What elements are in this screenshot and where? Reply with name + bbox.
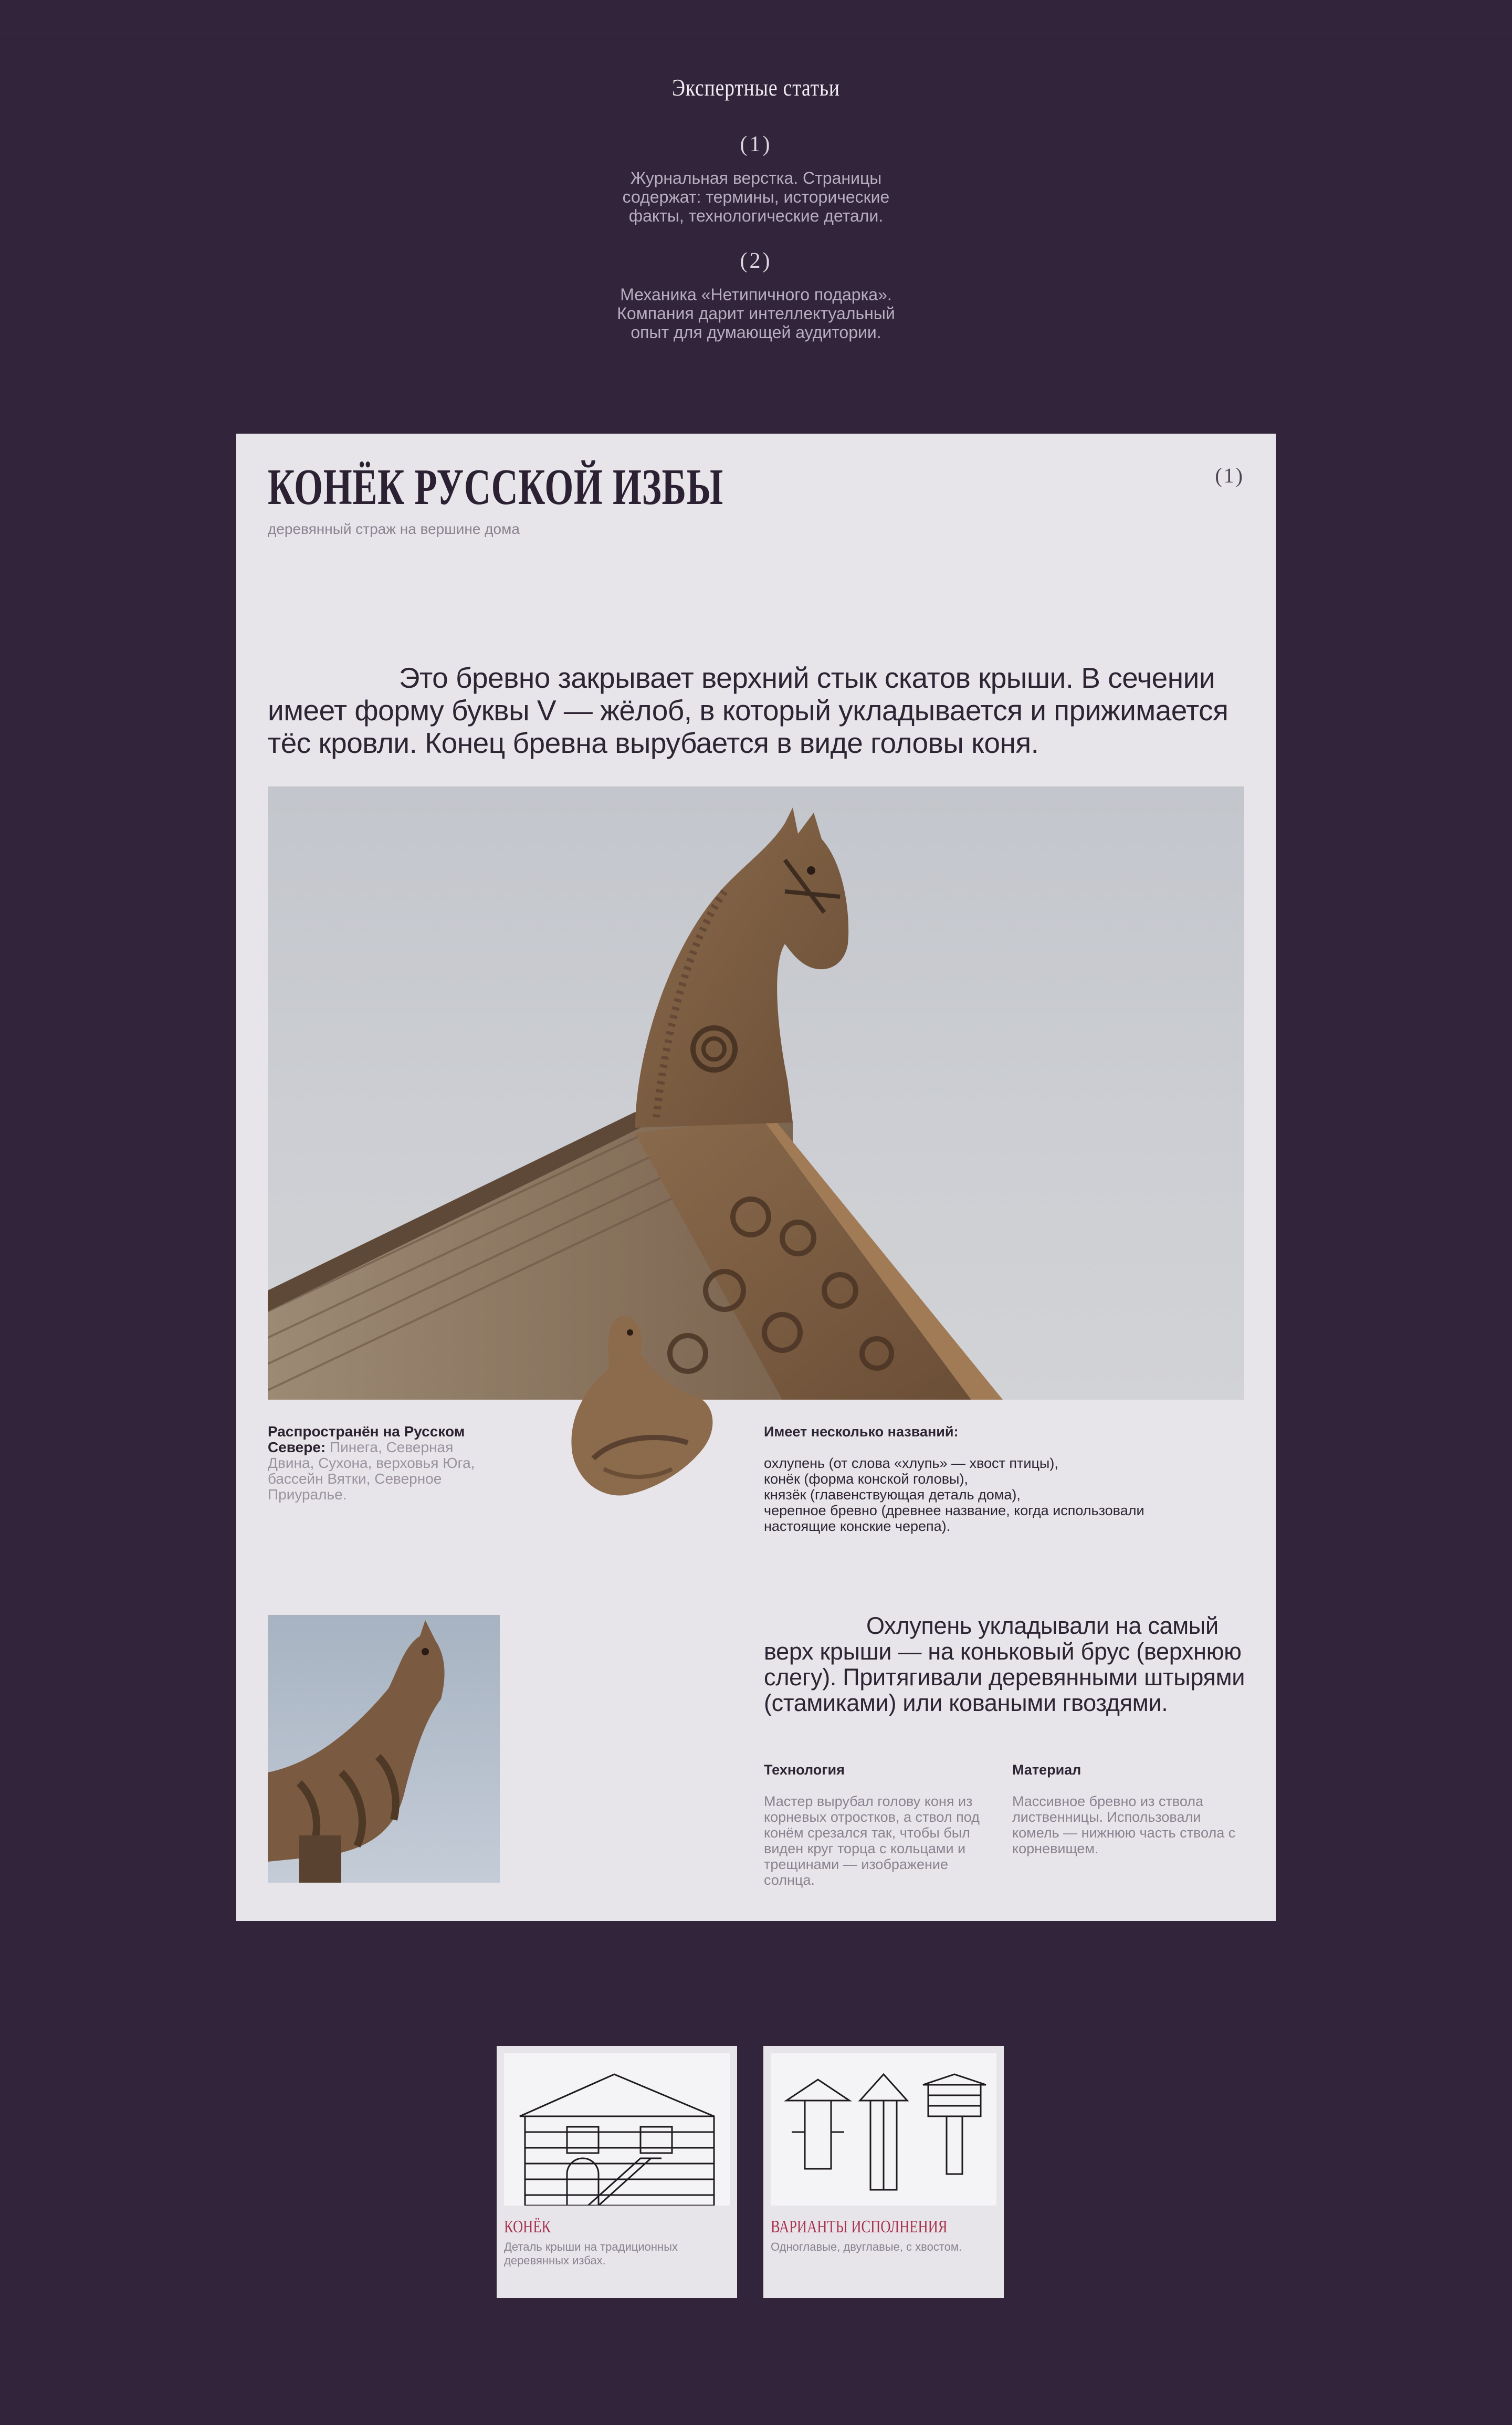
material-heading: Материал: [1012, 1762, 1082, 1778]
card-image-house-sketch: [504, 2053, 730, 2206]
horse-ridge-illustration: [268, 786, 1244, 1400]
lead-paragraph: Это бревно закрывает верхний стык скатов крыши. В сечении имеет форму буквы V — жёлоб, в который укладывается и прижимается тёс кровли. Конец бревна вырубается в виде головы коня.: [268, 662, 1228, 759]
technology-text: Мастер вырубал голову коня из корневых отростков, а ствол под конём срезался так, чтобы был виден круг торца с кольцами и трещинами — изображение солнца.: [764, 1793, 980, 1888]
card-image-ridge-variants: [771, 2053, 996, 2206]
okhlupen-paragraph: Охлупень укладывали на самый верх крыши — на коньковый брус (верхнюю слегу). Притягивали деревянными штырями (стамиками) или коваными гвоздями.: [764, 1612, 1245, 1716]
technology-column: [764, 1762, 995, 1888]
intro-section: [0, 74, 1512, 342]
distribution-label: Распространён на Русском Севере:: [268, 1423, 465, 1455]
intro-item-number: (1): [740, 132, 772, 156]
card-description: Одноглавые, двуглавые, с хвостом.: [771, 2240, 962, 2253]
material-text: Массивное бревно из ствола лиственницы. Использовали комель — нижнюю часть ствола с корневищем.: [1012, 1793, 1236, 1856]
card-variants[interactable]: [763, 2046, 1004, 2298]
distribution-note: [268, 1424, 499, 1503]
name-item: конёк (форма конской головы),: [764, 1471, 968, 1487]
hero-photo-horse-ridge: [268, 786, 1244, 1400]
article-title: КОНЁК РУССКОЙ ИЗБЫ: [268, 459, 723, 516]
distribution-places: Пинега, Северная Двина, Сухона, верховья Юга, бассейн Вятки, Северное Приуралье.: [268, 1439, 475, 1503]
okhlupen-photo: [268, 1615, 500, 1883]
technology-heading: Технология: [764, 1762, 845, 1778]
intro-item-text: Механика «Нетипичного подарка». Компания дарит интеллектуальный опыт для думающей аудитории.: [617, 285, 895, 342]
intro-item-number: (2): [740, 249, 772, 273]
card-description: Деталь крыши на традиционных деревянных избах.: [504, 2240, 678, 2267]
material-column: [1012, 1762, 1243, 1856]
card-konek[interactable]: [497, 2046, 737, 2298]
name-item: охлупень (от слова «хлупь» — хвост птицы),: [764, 1455, 1058, 1471]
page-number: (1): [1215, 464, 1244, 487]
intro-heading: Экспертные статьи: [672, 74, 840, 101]
names-block: [764, 1424, 1215, 1534]
article-subtitle: деревянный страж на вершине дома: [268, 521, 520, 537]
card-title: ВАРИАНТЫ ИСПОЛНЕНИЯ: [771, 2217, 948, 2237]
card-title: КОНЁК: [504, 2217, 551, 2237]
name-item: черепное бревно (древнее название, когда использовали настоящие конские черепа).: [764, 1503, 1144, 1534]
names-heading: Имеет несколько названий:: [764, 1424, 959, 1440]
intro-item-text: Журнальная верстка. Страницы содержат: термины, исторические факты, технологические детали.: [622, 169, 890, 225]
article-page: [236, 434, 1276, 1921]
carved-horse-cutout: [551, 1311, 724, 1500]
name-item: князёк (главенствующая деталь дома),: [764, 1487, 1021, 1503]
